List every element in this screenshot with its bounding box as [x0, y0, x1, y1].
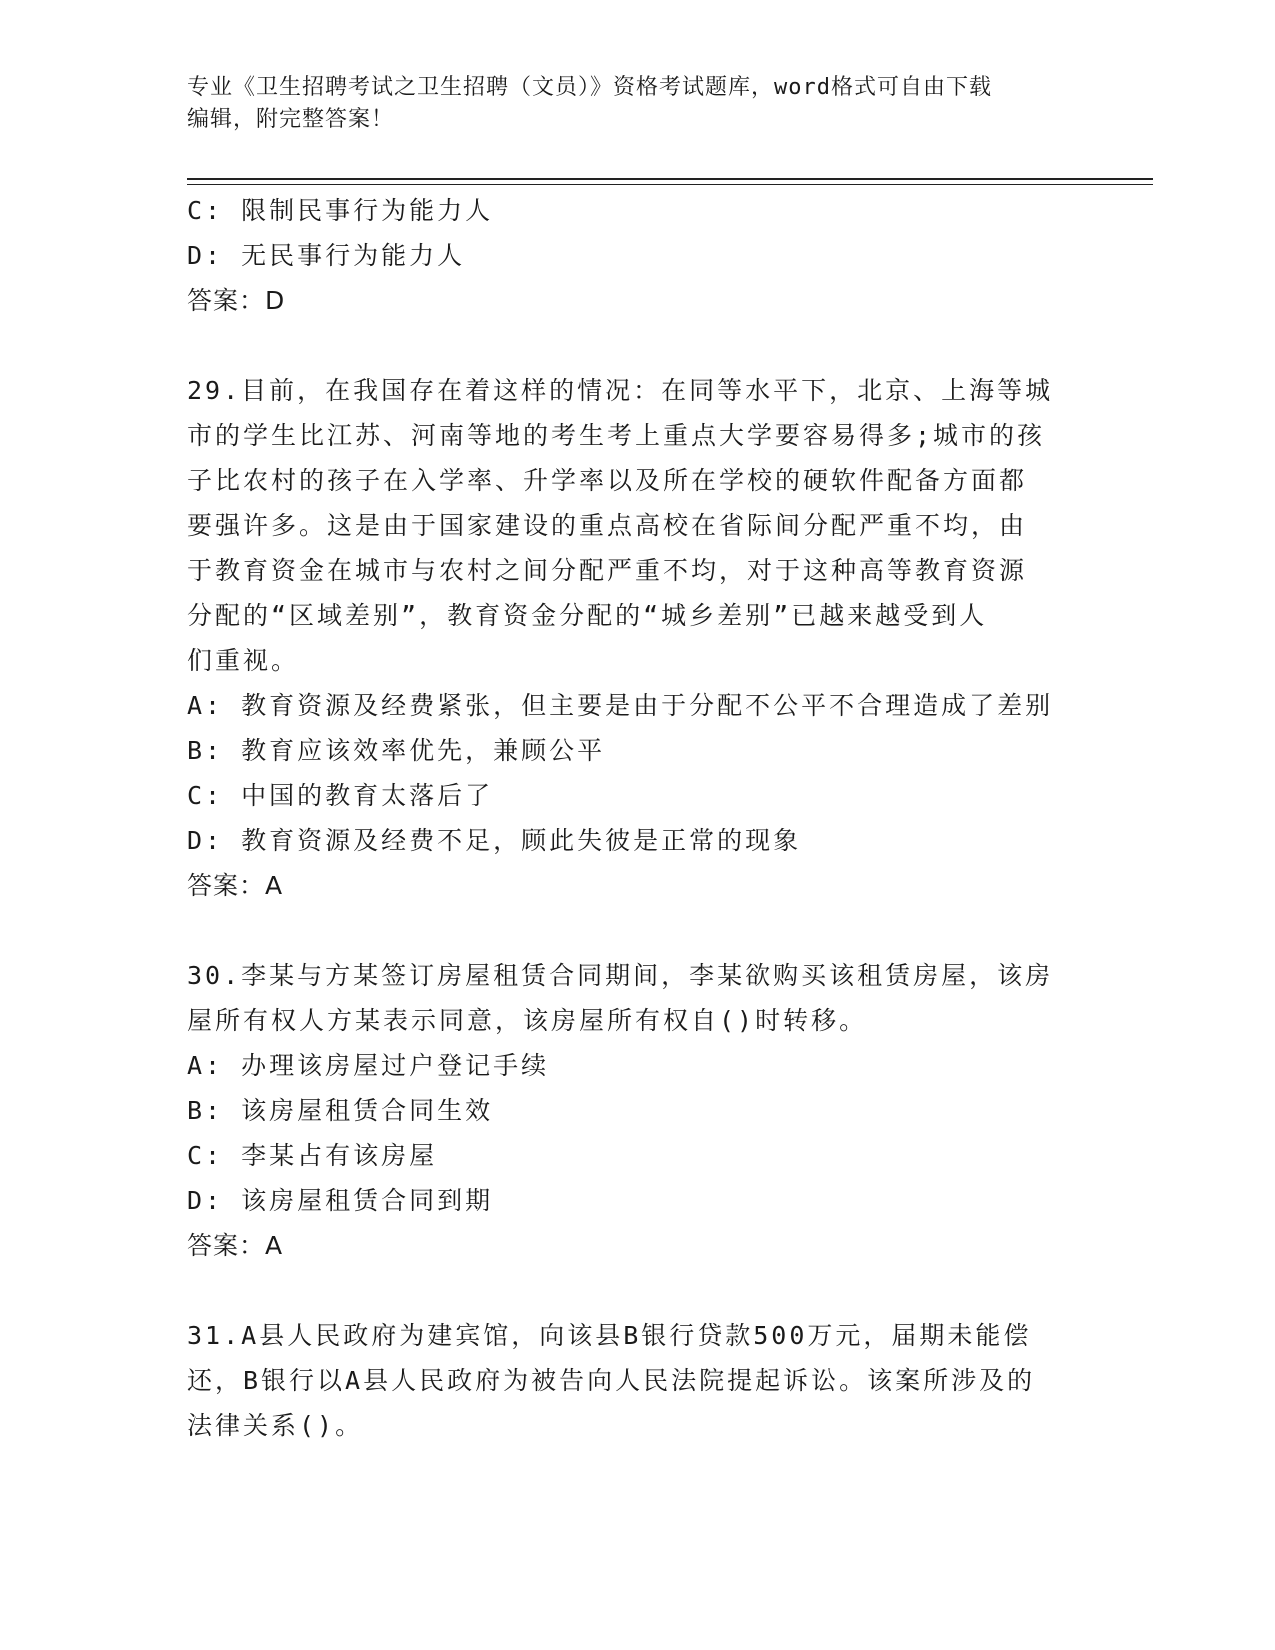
prev-question: [187, 188, 1087, 323]
document-header: [187, 72, 1087, 136]
question-stem-line: 们重视。: [187, 646, 300, 675]
option-c: C: 限制民事行为能力人: [187, 196, 494, 225]
option-d: D: 无民事行为能力人: [187, 241, 466, 270]
option-a: A: 教育资源及经费紧张，但主要是由于分配不公平不合理造成了差别: [187, 691, 1054, 720]
question-stem-line: 还，B银行以A县人民政府为被告向人民法院提起诉讼。该案所涉及的: [187, 1366, 1036, 1395]
header-line-1: 专业《卫生招聘考试之卫生招聘（文员）》资格考试题库，word格式可自由下载: [187, 75, 992, 100]
header-line-2: 编辑，附完整答案！: [187, 107, 395, 132]
header-divider-thin: [187, 184, 1153, 185]
answer-line: 答案：A: [187, 871, 284, 900]
question-stem-line: 子比农村的孩子在入学率、升学率以及所在学校的硬软件配备方面都: [187, 466, 1028, 495]
option-d: D: 该房屋租赁合同到期: [187, 1186, 494, 1215]
question-30: [187, 953, 1077, 1268]
option-c: C: 李某占有该房屋: [187, 1141, 438, 1170]
question-29: [187, 368, 1077, 908]
question-stem-line: 于教育资金在城市与农村之间分配严重不均，对于这种高等教育资源: [187, 556, 1028, 585]
question-stem-line: 法律关系()。: [187, 1411, 364, 1440]
question-stem-line: 29.目前，在我国存在着这样的情况：在同等水平下，北京、上海等城: [187, 376, 1054, 405]
option-c: C: 中国的教育太落后了: [187, 781, 494, 810]
question-stem-line: 市的学生比江苏、河南等地的考生考上重点大学要容易得多;城市的孩: [187, 421, 1046, 450]
header-divider-thick: [187, 178, 1153, 180]
answer-line: 答案：D: [187, 286, 286, 315]
question-stem-line: 屋所有权人方某表示同意，该房屋所有权自()时转移。: [187, 1006, 868, 1035]
option-a: A: 办理该房屋过户登记手续: [187, 1051, 550, 1080]
option-b: B: 该房屋租赁合同生效: [187, 1096, 494, 1125]
option-d: D: 教育资源及经费不足，顾此失彼是正常的现象: [187, 826, 802, 855]
question-stem-line: 分配的“区域差别”，教育资金分配的“城乡差别”已越来越受到人: [187, 601, 988, 630]
question-stem-line: 要强许多。这是由于国家建设的重点高校在省际间分配严重不均，由: [187, 511, 1028, 540]
question-stem-line: 31.A县人民政府为建宾馆，向该县B银行贷款500万元，届期未能偿: [187, 1321, 1032, 1350]
answer-line: 答案：A: [187, 1231, 284, 1260]
option-b: B: 教育应该效率优先，兼顾公平: [187, 736, 606, 765]
question-31: [187, 1313, 1077, 1448]
question-content: [187, 188, 1087, 1448]
question-stem-line: 30.李某与方某签订房屋租赁合同期间，李某欲购买该租赁房屋，该房: [187, 961, 1054, 990]
